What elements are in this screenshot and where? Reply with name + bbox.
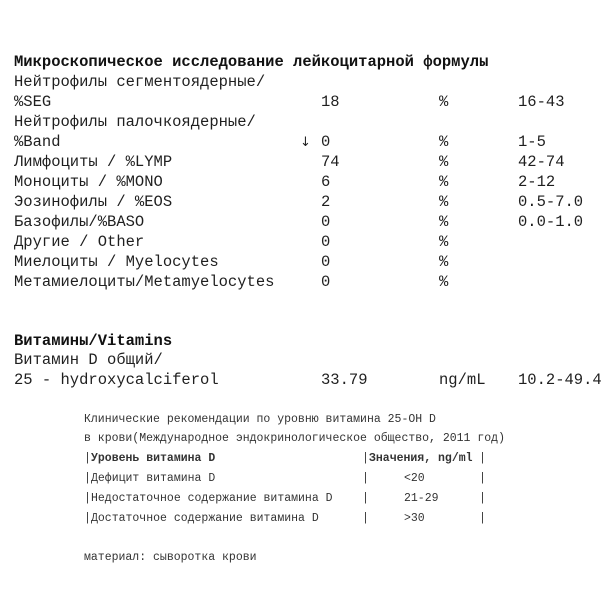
table-pipe: | bbox=[479, 492, 486, 505]
table-pipe: | bbox=[362, 492, 369, 505]
low-flag-arrow-icon: ↓ bbox=[300, 135, 311, 150]
micro-row-unit: % bbox=[439, 273, 449, 291]
micro-row-name: Базофилы/%BASO bbox=[14, 213, 145, 231]
micro-row-unit: % bbox=[439, 93, 449, 111]
micro-row-value: 0 bbox=[321, 133, 331, 151]
micro-row-name: Моноциты / %MONO bbox=[14, 173, 163, 191]
table-pipe: | bbox=[362, 472, 369, 485]
micro-row-value: 0 bbox=[321, 213, 331, 231]
recommendation-header-values: Значения, ng/ml bbox=[369, 452, 473, 465]
micro-row-name: Лимфоциты / %LYMP bbox=[14, 153, 173, 171]
table-pipe: | bbox=[84, 512, 91, 525]
table-pipe: | bbox=[84, 472, 91, 485]
recommendation-header-level: Уровень витамина D bbox=[91, 452, 216, 465]
vitamin-row-name-code: 25 - hydroxycalciferol bbox=[14, 371, 219, 389]
table-pipe: | bbox=[84, 452, 91, 465]
micro-row-range: 0.0-1.0 bbox=[518, 213, 584, 231]
micro-row-unit: % bbox=[439, 173, 449, 191]
table-pipe: | bbox=[362, 452, 369, 465]
table-pipe: | bbox=[479, 472, 486, 485]
recommendation-row-level: Дефицит витамина D bbox=[91, 472, 216, 485]
micro-row-value: 0 bbox=[321, 253, 331, 271]
micro-row-range: 0.5-7.0 bbox=[518, 193, 584, 211]
micro-row-unit: % bbox=[439, 213, 449, 231]
micro-row-value: 0 bbox=[321, 273, 331, 291]
micro-row-range: 42-74 bbox=[518, 153, 565, 171]
recommendation-line-2: в крови(Международное эндокринологическое общество, 2011 год) bbox=[84, 432, 505, 445]
micro-row-unit: % bbox=[439, 253, 449, 271]
micro-row-name-code: %SEG bbox=[14, 93, 52, 111]
micro-row-name: Другие / Other bbox=[14, 233, 145, 251]
recommendation-row-level: Недостаточное содержание витамина D bbox=[91, 492, 333, 505]
material-note: материал: сыворотка крови bbox=[84, 551, 257, 564]
micro-row-name: Метамиелоциты/Metamyelocytes bbox=[14, 273, 275, 291]
micro-row-value: 18 bbox=[321, 93, 340, 111]
recommendation-row-value: <20 bbox=[404, 472, 425, 485]
vitamin-row-range: 10.2-49.4 bbox=[518, 371, 602, 389]
micro-row-value: 2 bbox=[321, 193, 331, 211]
micro-row-value: 74 bbox=[321, 153, 340, 171]
micro-row-unit: % bbox=[439, 153, 449, 171]
micro-heading: Микроскопическое исследование лейкоцитарной формулы bbox=[14, 53, 489, 71]
recommendation-line-1: Клинические рекомендации по уровню витамина 25-OH D bbox=[84, 413, 436, 426]
recommendation-row-value: >30 bbox=[404, 512, 425, 525]
micro-row-unit: % bbox=[439, 133, 449, 151]
recommendation-row-value: 21-29 bbox=[404, 492, 439, 505]
micro-row-range: 16-43 bbox=[518, 93, 565, 111]
table-pipe: | bbox=[362, 512, 369, 525]
recommendation-row-level: Достаточное содержание витамина D bbox=[91, 512, 319, 525]
micro-row-range: 1-5 bbox=[518, 133, 546, 151]
vitamin-row-unit: ng/mL bbox=[439, 371, 486, 389]
micro-row-name: Нейтрофилы палочкоядерные/ bbox=[14, 113, 256, 131]
micro-row-value: 0 bbox=[321, 233, 331, 251]
vitamin-row-name: Витамин D общий/ bbox=[14, 351, 163, 369]
table-pipe: | bbox=[479, 512, 486, 525]
vitamin-row-value: 33.79 bbox=[321, 371, 368, 389]
micro-row-range: 2-12 bbox=[518, 173, 556, 191]
micro-row-unit: % bbox=[439, 233, 449, 251]
table-pipe: | bbox=[479, 452, 486, 465]
table-pipe: | bbox=[84, 492, 91, 505]
micro-row-name: Миелоциты / Myelocytes bbox=[14, 253, 219, 271]
micro-row-name-code: %Band bbox=[14, 133, 61, 151]
vitamins-heading: Витамины/Vitamins bbox=[14, 332, 173, 350]
micro-row-name: Эозинофилы / %EOS bbox=[14, 193, 173, 211]
micro-row-value: 6 bbox=[321, 173, 331, 191]
micro-row-name: Нейтрофилы сегментоядерные/ bbox=[14, 73, 266, 91]
micro-row-unit: % bbox=[439, 193, 449, 211]
